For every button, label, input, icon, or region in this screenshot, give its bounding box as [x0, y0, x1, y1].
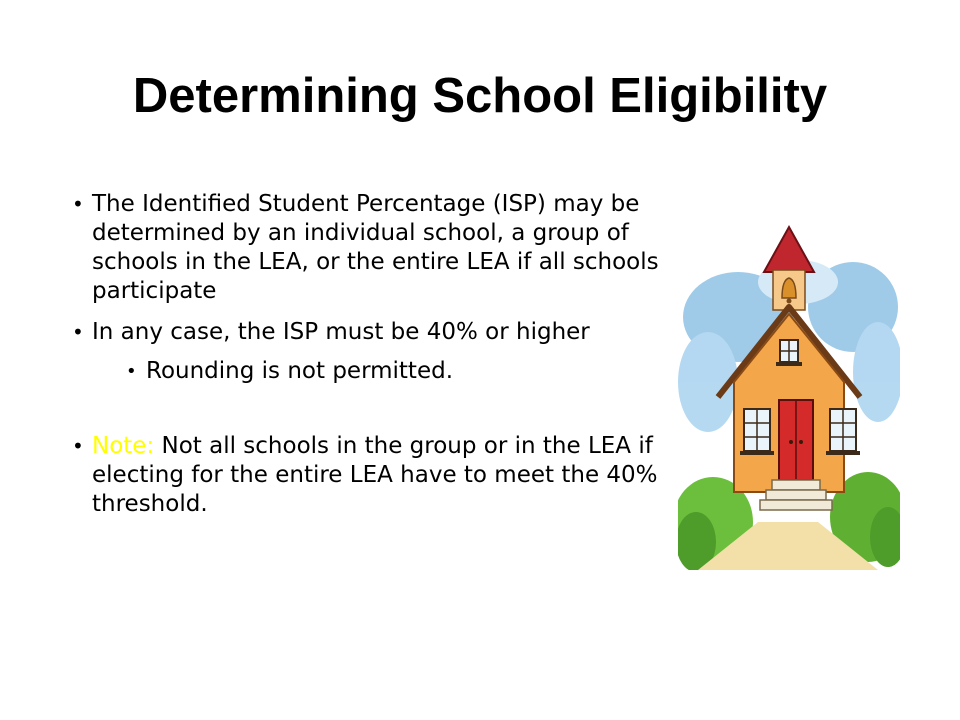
sub-bullet-item: [72, 357, 662, 386]
bullet-text: The Identified Student Percentage (ISP) may be determined by an individual school, a group of schools in the LEA, or the entire LEA if all schools participate: [92, 191, 659, 304]
schoolhouse-illustration: [678, 222, 900, 570]
bullet-item: [72, 318, 662, 347]
bullet-dot-icon: •: [126, 361, 137, 382]
note-label: Note:: [92, 433, 155, 459]
bullet-text: In any case, the ISP must be 40% or higher: [92, 319, 590, 345]
bullet-dot-icon: •: [72, 434, 84, 458]
front-door: [779, 400, 813, 480]
slide-body: [72, 190, 662, 519]
bullet-dot-icon: •: [72, 192, 84, 216]
bullet-item: [72, 190, 662, 306]
note-text: Not all schools in the group or in the LEA if electing for the entire LEA have to meet the 40% threshold.: [92, 433, 658, 517]
note-bullet: [72, 432, 662, 519]
left-window: [740, 409, 774, 455]
right-window: [826, 409, 860, 455]
sub-bullet-text: Rounding is not permitted.: [146, 358, 454, 384]
slide-title: Determining School Eligibility: [132, 69, 828, 123]
attic-window: [776, 340, 802, 366]
bullet-dot-icon: •: [72, 320, 84, 344]
